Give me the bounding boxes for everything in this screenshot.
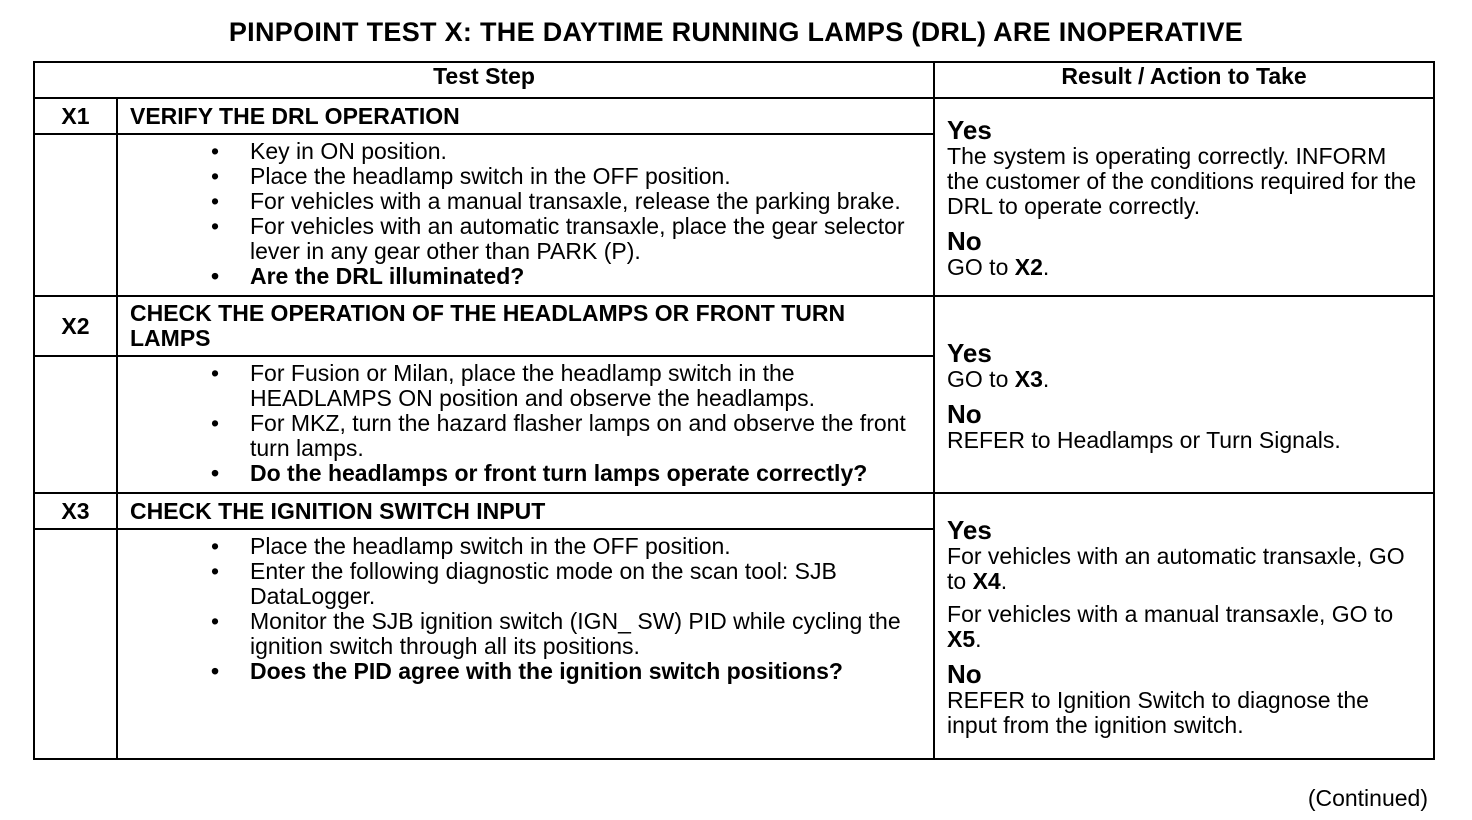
step-title: CHECK THE OPERATION OF THE HEADLAMPS OR FRONT TURN LAMPS xyxy=(117,296,934,356)
step-title: VERIFY THE DRL OPERATION xyxy=(117,98,934,134)
yes-label: Yes xyxy=(947,115,992,145)
no-action: REFER to Ignition Switch to diagnose the input from the ignition switch. xyxy=(947,687,1369,738)
step-question: • Does the PID agree with the ignition switch positions? xyxy=(118,659,923,684)
step-x1-title-row xyxy=(34,98,1434,134)
step-question: • Are the DRL illuminated? xyxy=(118,264,923,289)
yes-label: Yes xyxy=(947,337,992,368)
step-reference: X5 xyxy=(947,626,976,652)
step-x3-result xyxy=(934,493,1434,759)
no-action: GO to X2. xyxy=(947,254,1050,280)
step-instructions xyxy=(117,356,934,493)
step-title: CHECK THE IGNITION SWITCH INPUT xyxy=(117,493,934,529)
step-bullet: • For vehicles with a manual transaxle, release the parking brake. xyxy=(118,189,923,214)
yes-label: Yes xyxy=(947,515,992,545)
step-instructions xyxy=(117,529,934,759)
no-action: REFER to Headlamps or Turn Signals. xyxy=(947,426,1341,453)
yes-action: The system is operating correctly. INFORM the customer of the conditions required for the DRL to operate correctly. xyxy=(947,143,1417,219)
step-bullet: • Enter the following diagnostic mode on the scan tool: SJB DataLogger. xyxy=(118,559,923,609)
step-number: X1 xyxy=(34,98,117,134)
step-question: • Do the headlamps or front turn lamps operate correctly? xyxy=(118,461,923,486)
step-instructions xyxy=(117,134,934,296)
step-bullet: • For vehicles with an automatic transaxle, place the gear selector lever in any gear other than PARK (P). xyxy=(118,214,923,264)
step-x2-result xyxy=(934,296,1434,493)
step-reference: X3 xyxy=(1014,365,1043,392)
test-step-header: Test Step xyxy=(34,62,934,98)
step-number: X3 xyxy=(34,493,117,529)
page-title: PINPOINT TEST X: THE DAYTIME RUNNING LAMPS (DRL) ARE INOPERATIVE xyxy=(228,17,1244,47)
yes-action: GO to X3. xyxy=(947,365,1050,392)
step-reference: X4 xyxy=(972,568,1001,594)
step-bullet: • Key in ON position. xyxy=(118,139,923,164)
yes-action: For vehicles with an automatic transaxle, GO to X4. xyxy=(947,543,1405,594)
header-row xyxy=(34,62,1434,98)
no-label: No xyxy=(947,398,982,429)
yes-action: For vehicles with a manual transaxle, GO to X5. xyxy=(947,601,1394,652)
step-bullet: • Monitor the SJB ignition switch (IGN_ SW) PID while cycling the ignition switch through all its positions. xyxy=(118,609,923,659)
no-label: No xyxy=(947,659,982,689)
step-bullet: • Place the headlamp switch in the OFF position. xyxy=(118,164,923,189)
step-x2-title-row xyxy=(34,296,1434,356)
step-number: X2 xyxy=(34,296,117,356)
pinpoint-test-table xyxy=(33,61,1435,760)
no-label: No xyxy=(947,226,982,256)
continued-label: (Continued) xyxy=(1307,785,1428,811)
step-bullet: • Place the headlamp switch in the OFF position. xyxy=(118,534,923,559)
step-x3-title-row xyxy=(34,493,1434,529)
step-reference: X2 xyxy=(1014,254,1043,280)
step-bullet: • For MKZ, turn the hazard flasher lamps on and observe the front turn lamps. xyxy=(118,411,923,461)
step-x1-result xyxy=(934,98,1434,296)
step-bullet: • For Fusion or Milan, place the headlamp switch in the HEADLAMPS ON position and observe the headlamps. xyxy=(118,361,923,411)
result-header: Result / Action to Take xyxy=(934,62,1434,98)
